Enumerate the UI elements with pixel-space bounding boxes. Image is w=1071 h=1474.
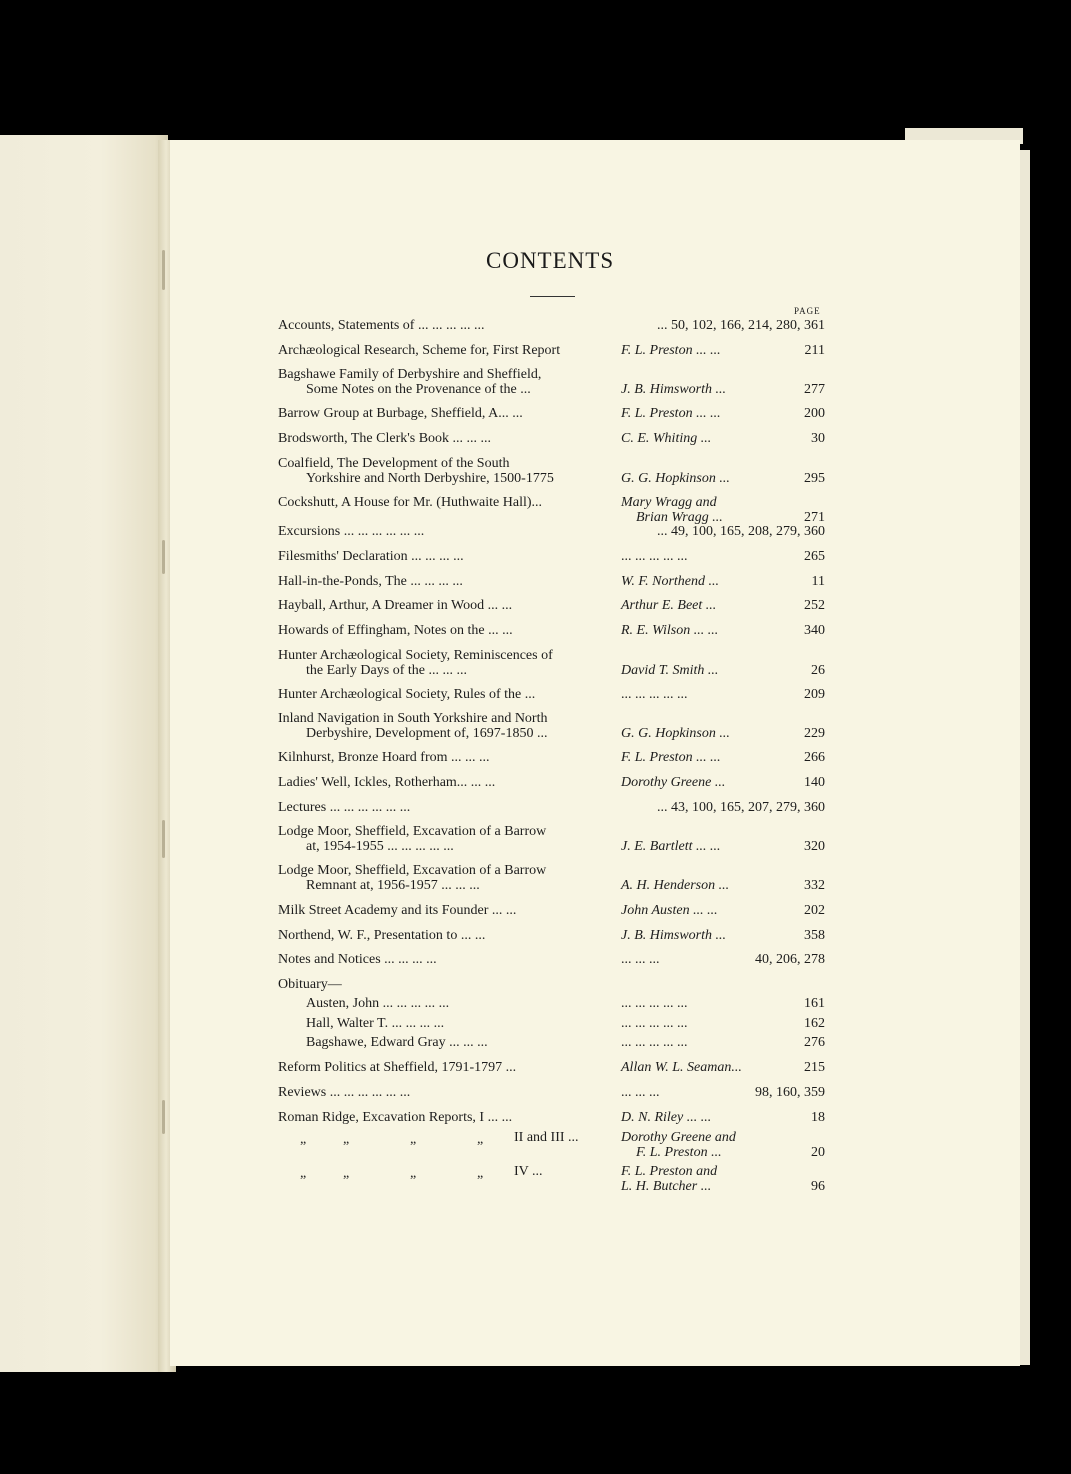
- entry-pages: 162: [804, 1016, 825, 1031]
- entry-pages: 26: [811, 663, 825, 678]
- entry-author: J. B. Himsworth ...: [621, 382, 726, 397]
- left-page: [0, 135, 168, 1372]
- entry-title: Hayball, Arthur, A Dreamer in Wood ... ...: [278, 598, 513, 613]
- entry-pages: 277: [804, 382, 825, 397]
- entry-author: G. G. Hopkinson ...: [621, 726, 730, 741]
- entry-title: Hall, Walter T. ... ... ... ...: [306, 1016, 445, 1031]
- entry-author: Arthur E. Beet ...: [621, 598, 717, 613]
- entry-title: Lodge Moor, Sheffield, Excavation of a Barrow: [278, 863, 547, 878]
- entry-title: Kilnhurst, Bronze Hoard from ... ... ...: [278, 750, 490, 765]
- entry-title-continued: Remnant at, 1956-1957 ... ... ...: [306, 878, 480, 893]
- ditto-mark: „: [477, 1132, 484, 1147]
- entry-pages: 98, 160, 359: [755, 1085, 825, 1100]
- title-rule: [530, 296, 575, 297]
- entry-author-continued: F. L. Preston ...: [636, 1145, 722, 1160]
- entry-title-continued: Yorkshire and North Derbyshire, 1500-1775: [306, 471, 554, 486]
- entry-author-continued: Brian Wragg ...: [636, 510, 723, 525]
- entry-author: J. E. Bartlett ... ...: [621, 839, 721, 854]
- entry-author: Mary Wragg and: [621, 495, 717, 510]
- entry-pages: 30: [811, 431, 825, 446]
- entry-author: ... ... ...: [621, 952, 660, 967]
- entry-author: F. L. Preston and: [621, 1164, 718, 1179]
- entry-title: Milk Street Academy and its Founder ... ...: [278, 903, 517, 918]
- entry-pages: 18: [811, 1110, 825, 1125]
- entry-author: D. N. Riley ... ...: [621, 1110, 712, 1125]
- entry-title: Coalfield, The Development of the South: [278, 456, 510, 471]
- entry-title: Hunter Archæological Society, Rules of the ...: [278, 687, 536, 702]
- entry-author: Dorothy Greene and: [621, 1130, 736, 1145]
- ditto-mark: „: [300, 1166, 307, 1181]
- entry-pages: 265: [804, 549, 825, 564]
- ditto-mark: „: [300, 1132, 307, 1147]
- entry-title: Northend, W. F., Presentation to ... ...: [278, 928, 486, 943]
- entry-author: F. L. Preston ... ...: [621, 750, 721, 765]
- entry-author: ... ... ... ... ...: [621, 687, 688, 702]
- entry-pages: 200: [804, 406, 825, 421]
- entry-pages: 11: [811, 574, 825, 589]
- entry-title: Accounts, Statements of ... ... ... ... ...: [278, 318, 485, 333]
- entry-title: II and III ...: [514, 1130, 579, 1145]
- entry-title: Lectures ... ... ... ... ... ...: [278, 800, 411, 815]
- entry-author: ... ... ... ... ...: [621, 1016, 688, 1031]
- entry-author: A. H. Henderson ...: [621, 878, 730, 893]
- entry-author: John Austen ... ...: [621, 903, 718, 918]
- entry-title: Notes and Notices ... ... ... ...: [278, 952, 437, 967]
- entry-title: Hunter Archæological Society, Reminiscences of: [278, 648, 553, 663]
- entry-pages: 320: [804, 839, 825, 854]
- page-column-label: PAGE: [794, 306, 821, 316]
- entry-title: Brodsworth, The Clerk's Book ... ... ...: [278, 431, 492, 446]
- entry-pages: 271: [804, 510, 825, 525]
- entry-pages: 140: [804, 775, 825, 790]
- entry-title-continued: at, 1954-1955 ... ... ... ... ...: [306, 839, 454, 854]
- entry-author: ... ... ... ... ...: [621, 1035, 688, 1050]
- entry-pages: 96: [811, 1179, 825, 1194]
- entry-pages: 202: [804, 903, 825, 918]
- ditto-mark: „: [343, 1166, 350, 1181]
- entry-author: David T. Smith ...: [621, 663, 719, 678]
- entry-author: F. L. Preston ... ...: [621, 343, 721, 358]
- entry-title: Ladies' Well, Ickles, Rotherham... ... ...: [278, 775, 496, 790]
- page-title: CONTENTS: [486, 248, 615, 273]
- entry-author: J. B. Himsworth ...: [621, 928, 726, 943]
- entry-title: Hall-in-the-Ponds, The ... ... ... ...: [278, 574, 463, 589]
- entry-pages: ... 49, 100, 165, 208, 279, 360: [657, 524, 825, 539]
- entry-pages: 276: [804, 1035, 825, 1050]
- entry-title: Lodge Moor, Sheffield, Excavation of a Barrow: [278, 824, 547, 839]
- ditto-mark: „: [477, 1166, 484, 1181]
- entry-title-continued: the Early Days of the ... ... ...: [306, 663, 467, 678]
- entry-author: Dorothy Greene ...: [621, 775, 726, 790]
- entry-author: F. L. Preston ... ...: [621, 406, 721, 421]
- entry-pages: 215: [804, 1060, 825, 1075]
- entry-pages: 20: [811, 1145, 825, 1160]
- entry-author: C. E. Whiting ...: [621, 431, 712, 446]
- entry-pages: 211: [804, 343, 825, 358]
- entry-title: Bagshawe, Edward Gray ... ... ...: [306, 1035, 488, 1050]
- entry-pages: 358: [804, 928, 825, 943]
- entry-title: Excursions ... ... ... ... ... ...: [278, 524, 425, 539]
- entry-author: W. F. Northend ...: [621, 574, 720, 589]
- entry-title-continued: Some Notes on the Provenance of the ...: [306, 382, 531, 397]
- entry-title: IV ...: [514, 1164, 543, 1179]
- ditto-mark: „: [410, 1132, 417, 1147]
- entry-author: ... ... ... ... ...: [621, 549, 688, 564]
- entry-title: Obituary—: [278, 977, 342, 992]
- entry-title: Howards of Effingham, Notes on the ... ...: [278, 623, 513, 638]
- entry-pages: 209: [804, 687, 825, 702]
- entry-title: Austen, John ... ... ... ... ...: [306, 996, 450, 1011]
- entry-title-continued: Derbyshire, Development of, 1697-1850 ...: [306, 726, 548, 741]
- entry-title: Reform Politics at Sheffield, 1791-1797 ...: [278, 1060, 517, 1075]
- entry-author: ... ... ... ... ...: [621, 996, 688, 1011]
- entry-pages: 252: [804, 598, 825, 613]
- stitch-mark: [162, 250, 165, 290]
- entry-title: Cockshutt, A House for Mr. (Huthwaite Hall)...: [278, 495, 543, 510]
- entry-author: Allan W. L. Seaman...: [621, 1060, 742, 1075]
- entry-title: Bagshawe Family of Derbyshire and Sheffield,: [278, 367, 542, 382]
- entry-title: Barrow Group at Burbage, Sheffield, A... ...: [278, 406, 523, 421]
- entry-title: Filesmiths' Declaration ... ... ... ...: [278, 549, 464, 564]
- entry-pages: 332: [804, 878, 825, 893]
- entry-author: R. E. Wilson ... ...: [621, 623, 719, 638]
- entry-pages: 229: [804, 726, 825, 741]
- entry-pages: 295: [804, 471, 825, 486]
- entry-author-continued: L. H. Butcher ...: [621, 1179, 712, 1194]
- entry-title: Inland Navigation in South Yorkshire and North: [278, 711, 548, 726]
- entry-title: Archæological Research, Scheme for, First Report: [278, 343, 561, 358]
- entry-pages: 266: [804, 750, 825, 765]
- stitch-mark: [162, 540, 165, 574]
- entry-title: Reviews ... ... ... ... ... ...: [278, 1085, 411, 1100]
- entry-pages: 161: [804, 996, 825, 1011]
- stitch-mark: [162, 1100, 165, 1134]
- entry-author: G. G. Hopkinson ...: [621, 471, 730, 486]
- entry-pages: 340: [804, 623, 825, 638]
- entry-pages: ... 50, 102, 166, 214, 280, 361: [657, 318, 825, 333]
- ditto-mark: „: [343, 1132, 350, 1147]
- entry-title: Roman Ridge, Excavation Reports, I ... ...: [278, 1110, 513, 1125]
- stitch-mark: [162, 820, 165, 858]
- entry-author: ... ... ...: [621, 1085, 660, 1100]
- entry-pages: ... 43, 100, 165, 207, 279, 360: [657, 800, 825, 815]
- ditto-mark: „: [410, 1166, 417, 1181]
- entry-pages: 40, 206, 278: [755, 952, 825, 967]
